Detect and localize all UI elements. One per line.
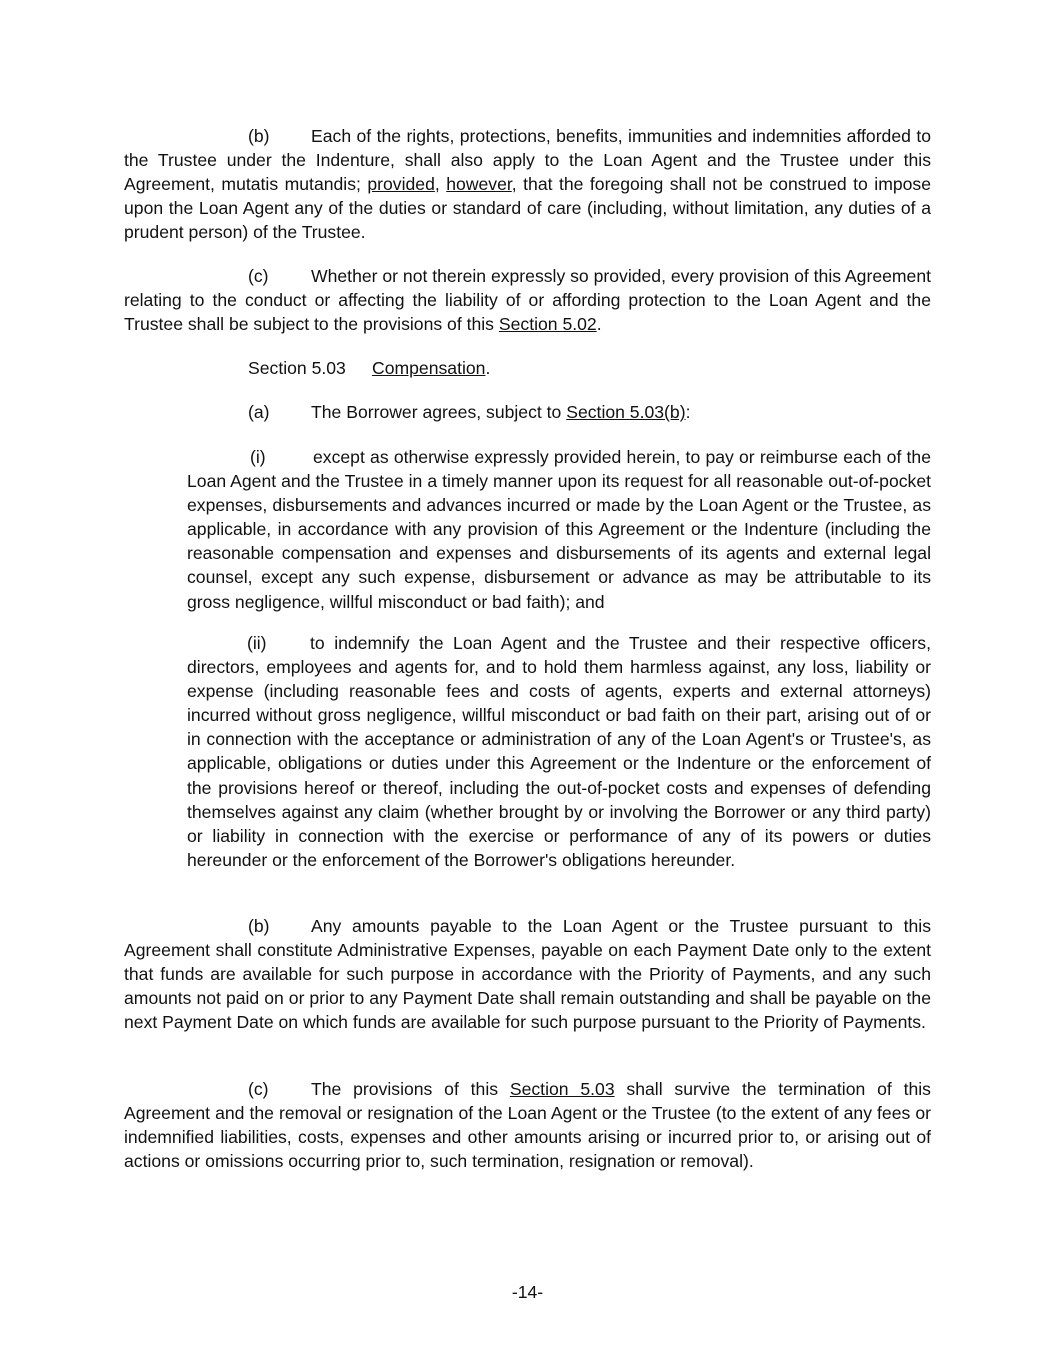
paragraph-b-amounts-payable: (b) Any amounts payable to the Loan Agent or the Trustee pursuant to this Agreement shall constitute Administrative Expenses, payable on each Payment Date only to the extent that funds are available for such purpose in accordance with the Priority of Payments, and any such amounts not paid on or prior to any Payment Date shall remain outstanding and shall be payable on the next Payment Date on which funds are available for such purpose pursuant to the Priority of Payments. [124,916,931,1033]
underlined-term: provided [367,174,435,195]
subparagraph-ii-indemnify: (ii) to indemnify the Loan Agent and the Trustee and their respective officers, directors, employees and agents for, and to hold them harmless against, any loss, liability or expense (including reasonable fees and costs of agents, experts and external attorneys) incurred without gross negligence, willful misconduct or bad faith on their part, arising out of or in connection with the acceptance or administration of any of the Loan Agent's or Trustee's, as applicable, obligations or duties under this Agreement or the Indenture or the enforcement of the provisions hereof or thereof, including the out-of-pocket costs and expenses of defending themselves against any claim (whether brought by or involving the Borrower or any third party) or liability in connection with the exercise or performance of any of its powers or duties hereunder or the enforcement of the Borrower's obligations hereunder. [187,633,931,870]
section-title: Compensation [372,358,486,378]
paragraph-a-borrower-agrees: (a) The Borrower agrees, subject to Section 5.03(b): [248,400,690,424]
paragraph-label: (b) [248,126,270,146]
paragraph-b-trustee-protections: (b) Each of the rights, protections, benefits, immunities and indemnities afforded to the Trustee under the Indenture, shall also apply to the Loan Agent and the Trustee under this Agreement, mutatis mutandis; provided, however, that the foregoing shall not be construed to impose upon the Loan Agent any of the duties or standard of care (including, without limitation, any duties of a prudent person) of the Trustee. [124,126,931,243]
paragraph-label: (a) [248,402,270,422]
paragraph-c-survival: (c) The provisions of this Section 5.03 shall survive the termination of this Agreement and the removal or resignation of the Loan Agent or the Trustee (to the extent of any fees or indemnified liabilities, costs, expenses and other amounts arising or incurred prior to, or arising out of actions or omissions occurring prior to, such termination, resignation or removal). [124,1079,931,1172]
subparagraph-i-reimburse: (i) except as otherwise expressly provided herein, to pay or reimburse each of the Loan Agent and the Trustee in a timely manner upon its request for all reasonable out-of-pocket expenses, disbursements and advances incurred or made by the Loan Agent or the Trustee, as applicable, in accordance with any provision of this Agreement or the Indenture (including the reasonable compensation and expenses and disbursements of its agents and external legal counsel, except any such expense, disbursement or advance as may be attributable to its gross negligence, willful misconduct or bad faith); and [187,447,931,612]
paragraph-label: (c) [248,266,269,286]
paragraph-label: (ii) [247,633,267,653]
section-number: Section 5.03 [248,358,346,378]
section-heading: Section 5.03 Compensation. [248,356,490,380]
section-reference: Section 5.03(b) [566,402,686,422]
section-reference: Section 5.03 [509,1079,615,1099]
paragraph-label: (i) [250,447,266,467]
paragraph-label: (b) [248,916,270,936]
page-number: -14- [511,1282,544,1302]
paragraph-c-provisions: (c) Whether or not therein expressly so provided, every provision of this Agreement relating to the conduct or affecting the liability of or affording protection to the Loan Agent and the Trustee shall be subject to the provisions of this Section 5.02. [124,266,931,335]
section-reference: Section 5.02 [498,314,597,335]
underlined-term: however [446,174,512,195]
paragraph-label: (c) [248,1079,269,1099]
